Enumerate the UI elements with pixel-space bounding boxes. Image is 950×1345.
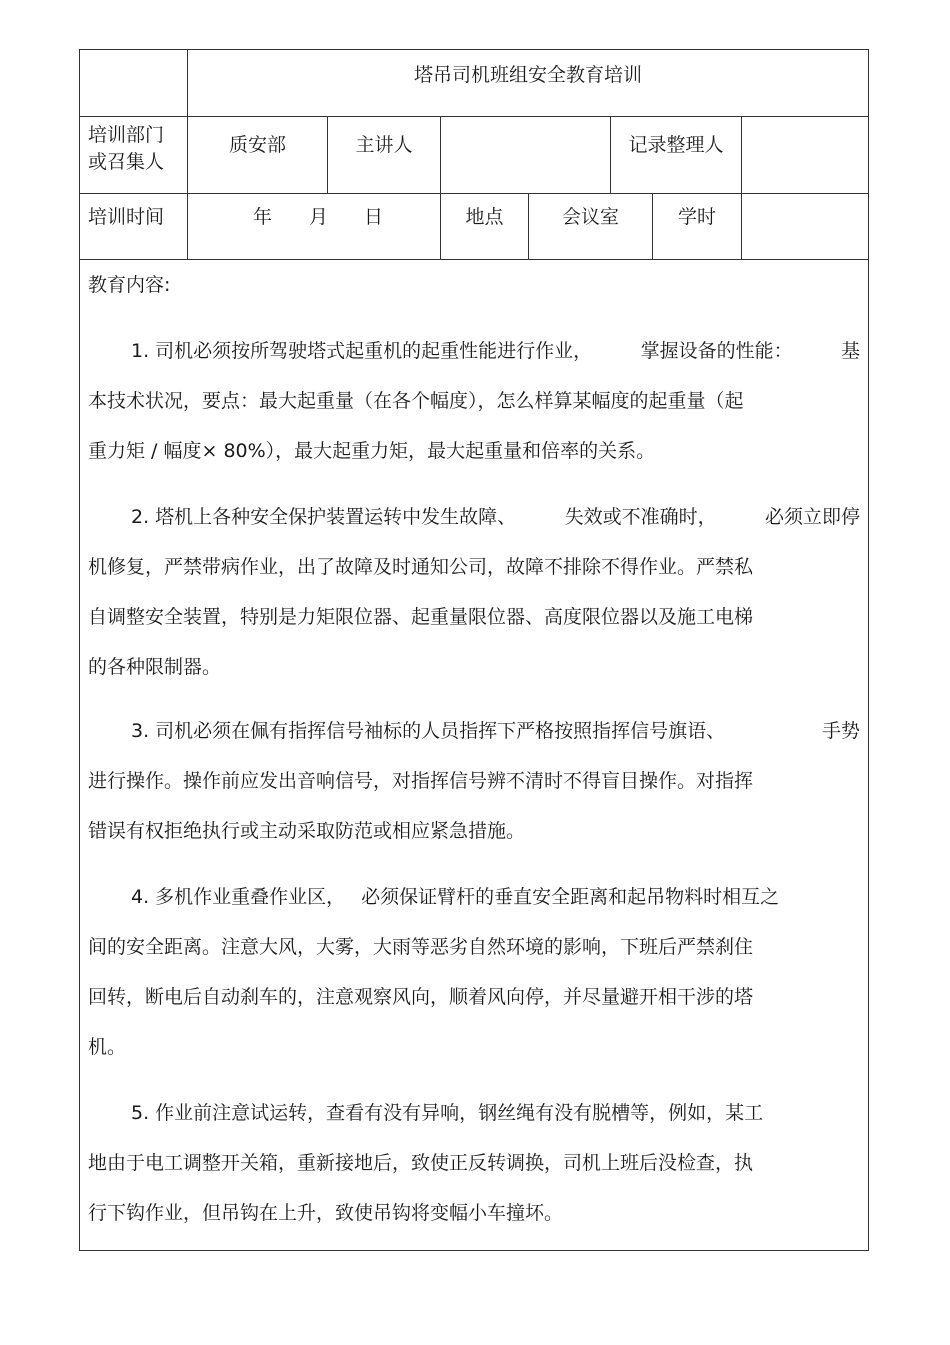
content-line: 的各种限制器。 bbox=[88, 656, 222, 678]
content-line bbox=[88, 719, 860, 769]
content-line-part: 4. 多机作业重叠作业区， bbox=[131, 886, 346, 908]
content-label: 教育内容: bbox=[88, 274, 171, 296]
content-item-5 bbox=[88, 1101, 860, 1251]
content-line: 5. 作业前注意试运转，查看有没有异响，钢丝绳有没有脱槽等，例如，某工 bbox=[131, 1102, 764, 1124]
content-line-part: 必须保证臂杆的垂直安全距离和起吊物料时相互之 bbox=[361, 886, 780, 908]
content-line-part: 2. 塔机上各种安全保护装置运转中发生故障、 bbox=[131, 506, 517, 528]
content-line: 进行操作。操作前应发出音响信号，对指挥信号辨不清时不得盲目操作。对指挥 bbox=[88, 770, 754, 792]
time-label: 培训时间 bbox=[88, 206, 165, 228]
content-line: 机。 bbox=[88, 1036, 127, 1058]
content-line: 错误有权拒绝执行或主动采取防范或相应紧急措施。 bbox=[88, 820, 526, 842]
date-year: 年 bbox=[253, 206, 273, 228]
content-line: 回转，断电后自动刹车的，注意观察风向，顺着风向停，并尽量避开相干涉的塔 bbox=[88, 986, 754, 1008]
row-divider-2 bbox=[79, 193, 869, 194]
content-item-2 bbox=[88, 505, 860, 705]
content-line: 间的安全距离。注意大风，大雾，大雨等恶劣自然环境的影响，下班后严禁刹住 bbox=[88, 936, 754, 958]
content-item-4 bbox=[88, 885, 860, 1085]
content-item-1 bbox=[88, 339, 860, 489]
col-divider-recorder-value bbox=[741, 116, 742, 259]
content-line-part: 掌握设备的性能： bbox=[640, 340, 793, 362]
hours-label: 学时 bbox=[677, 206, 716, 228]
dept-label-line1: 培训部门 bbox=[88, 124, 165, 146]
dept-label-line2: 或召集人 bbox=[88, 151, 165, 173]
col-divider-speaker-value bbox=[440, 116, 441, 259]
dept-label bbox=[88, 122, 164, 176]
place-value: 会议室 bbox=[561, 206, 619, 228]
content-item-3 bbox=[88, 719, 860, 869]
content-line-part: 手势 bbox=[821, 720, 860, 742]
form-title: 塔吊司机班组安全教育培训 bbox=[413, 64, 642, 86]
date-day: 日 bbox=[364, 206, 384, 228]
content-line bbox=[88, 505, 860, 555]
content-line bbox=[88, 339, 860, 389]
row-divider-1 bbox=[79, 116, 869, 117]
content-line: 自调整安全装置，特别是力矩限位器、起重量限位器、高度限位器以及施工电梯 bbox=[88, 606, 754, 628]
place-label: 地点 bbox=[465, 206, 504, 228]
content-line-part: 必须立即停 bbox=[764, 506, 860, 528]
content-line-part: 基 bbox=[840, 340, 860, 362]
content-line-part: 3. 司机必须在佩有指挥信号袖标的人员指挥下严格按照指挥信号旗语、 bbox=[131, 720, 726, 742]
speaker-label: 主讲人 bbox=[355, 134, 413, 156]
content-line: 地由于电工调整开关箱，重新接地后，致使正反转调换，司机上班后没检查，执 bbox=[88, 1152, 754, 1174]
content-line: 本技术状况，要点：最大起重量（在各个幅度），怎么样算某幅度的起重量（起 bbox=[88, 390, 744, 412]
content-line-part: 失效或不准确时， bbox=[564, 506, 717, 528]
content-line bbox=[88, 885, 860, 935]
recorder-label: 记录整理人 bbox=[628, 134, 724, 156]
content-line: 机修复，严禁带病作业，出了故障及时通知公司，故障不排除不得作业。严禁私 bbox=[88, 556, 754, 578]
row-divider-3 bbox=[79, 259, 869, 260]
content-line: 重力矩 / 幅度× 80%），最大起重力矩，最大起重量和倍率的关系。 bbox=[88, 440, 656, 462]
date-month: 月 bbox=[309, 206, 329, 228]
content-line: 行下钩作业，但吊钩在上升，致使吊钩将变幅小车撞坏。 bbox=[88, 1202, 564, 1224]
dept-value: 质安部 bbox=[228, 134, 286, 156]
content-line-part: 1. 司机必须按所驾驶塔式起重机的起重性能进行作业， bbox=[131, 340, 593, 362]
